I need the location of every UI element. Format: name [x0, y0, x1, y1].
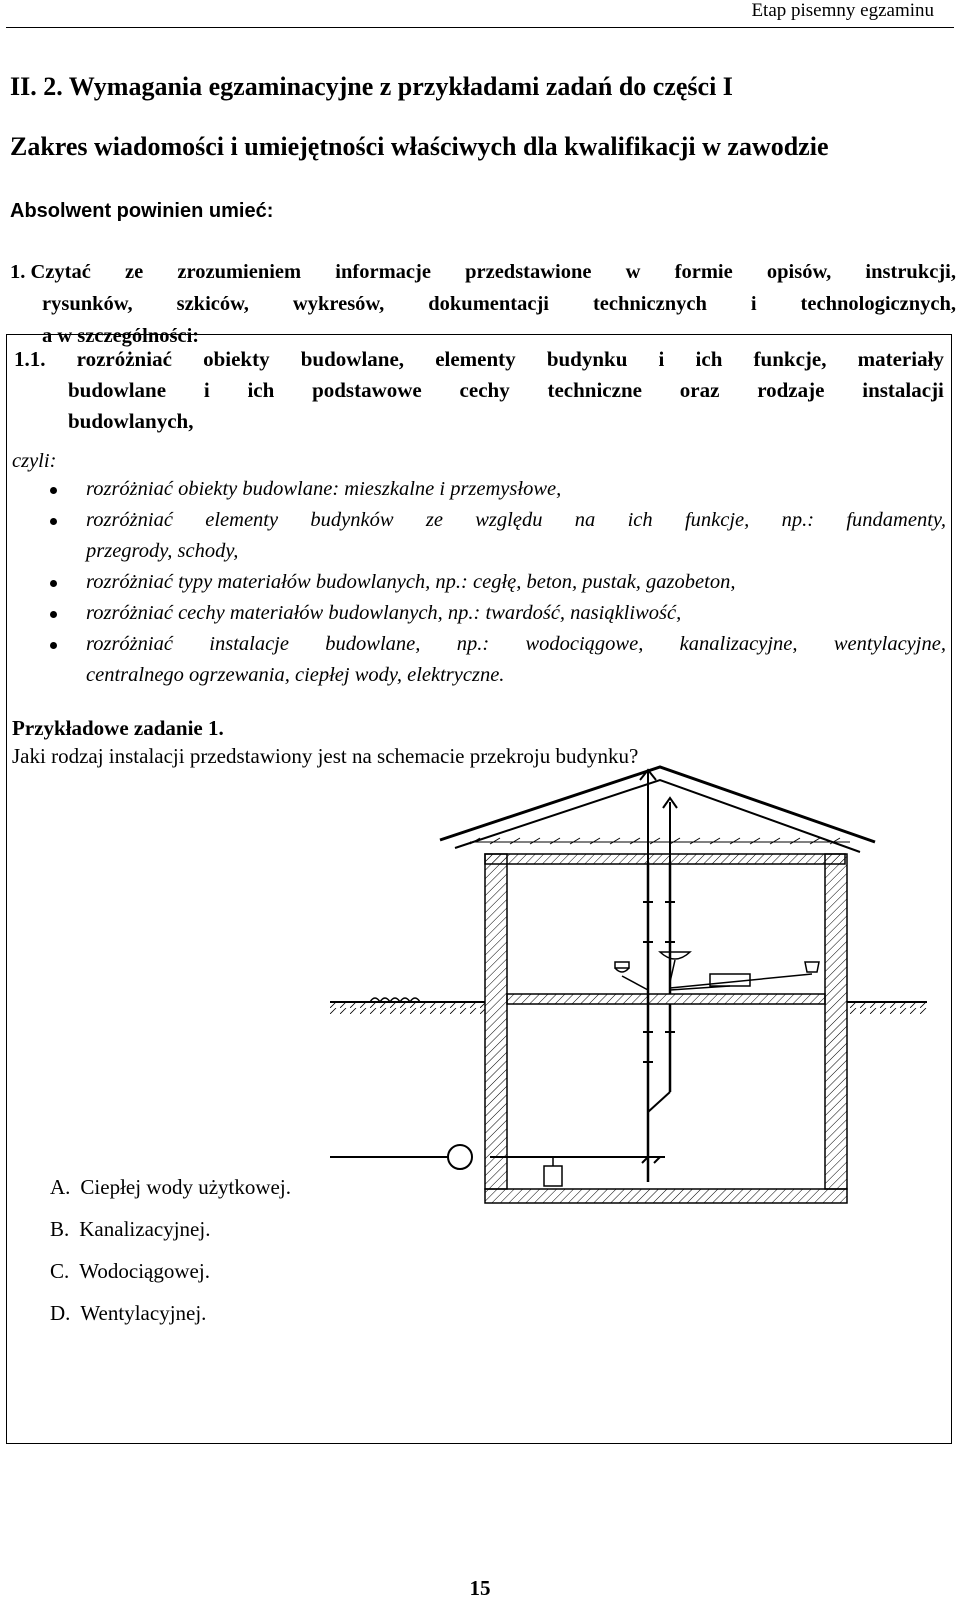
list-item: rozróżniać obiekty budowlane: mieszkalne i przemysłowe, — [46, 474, 946, 505]
point-1-1-line-2: budowlane i ich podstawowe cechy techniczne oraz rodzaje instalacji — [68, 378, 944, 402]
lead-text: Absolwent powinien umieć: — [10, 200, 274, 222]
example-title: Przykładowe zadanie 1. — [12, 716, 224, 740]
czyli-label: czyli: — [12, 450, 57, 472]
bullet-icon — [50, 611, 57, 618]
bullet-icon — [50, 580, 57, 587]
point-1-1-line-1: 1.1. rozróżniać obiekty budowlane, elementy budynku i ich funkcje, materiały — [14, 347, 944, 371]
building-section-plumbing-diagram — [330, 762, 930, 1212]
page-number: 15 — [469, 1576, 491, 1600]
running-header: Etap pisemny egzaminu — [751, 0, 934, 21]
list-item: rozróżniać instalacje budowlane, np.: wodociągowe, kanalizacyjne, wentylacyjne, centralnego ogrzewania, ciepłej wody, elektryczne. — [46, 629, 946, 691]
bullet-icon — [50, 642, 57, 649]
answer-option[interactable]: D. Wentylacyjnej. — [50, 1301, 207, 1325]
point-1-line-3: a w szczególności: — [42, 325, 200, 347]
point-1-line-1: 1. Czytać ze zrozumieniem informacje przedstawione w formie opisów, instrukcji, — [10, 261, 956, 283]
example-question: Jaki rodzaj instalacji przedstawiony jest na schemacie przekroju budynku? — [12, 744, 639, 768]
list-item: rozróżniać elementy budynków ze względu na ich funkcje, np.: fundamenty, przegrody, schody, — [46, 505, 946, 567]
answer-option[interactable]: A. Ciepłej wody użytkowej. — [50, 1175, 291, 1199]
answer-option[interactable]: B. Kanalizacyjnej. — [50, 1217, 211, 1241]
header-divider — [6, 27, 954, 28]
bullet-icon — [50, 518, 57, 525]
bullet-icon — [50, 487, 57, 494]
section-subtitle: Zakres wiadomości i umiejętności właściwych dla kwalifikacji w zawodzie — [10, 132, 829, 161]
list-item: rozróżniać cechy materiałów budowlanych, np.: twardość, nasiąkliwość, — [46, 598, 946, 629]
answer-option[interactable]: C. Wodociągowej. — [50, 1259, 210, 1283]
point-1-1-line-3: budowlanych, — [68, 409, 194, 433]
point-1-1 — [14, 344, 944, 437]
answer-list — [50, 1166, 291, 1334]
point-1-line-2: rysunków, szkiców, wykresów, dokumentacji technicznych i technologicznych, — [42, 293, 956, 315]
list-item: rozróżniać typy materiałów budowlanych, np.: cegłę, beton, pustak, gazobeton, — [46, 567, 946, 598]
bullet-list — [46, 474, 946, 691]
section-title: II. 2. Wymagania egzaminacyjne z przykładami zadań do części I — [10, 72, 733, 101]
